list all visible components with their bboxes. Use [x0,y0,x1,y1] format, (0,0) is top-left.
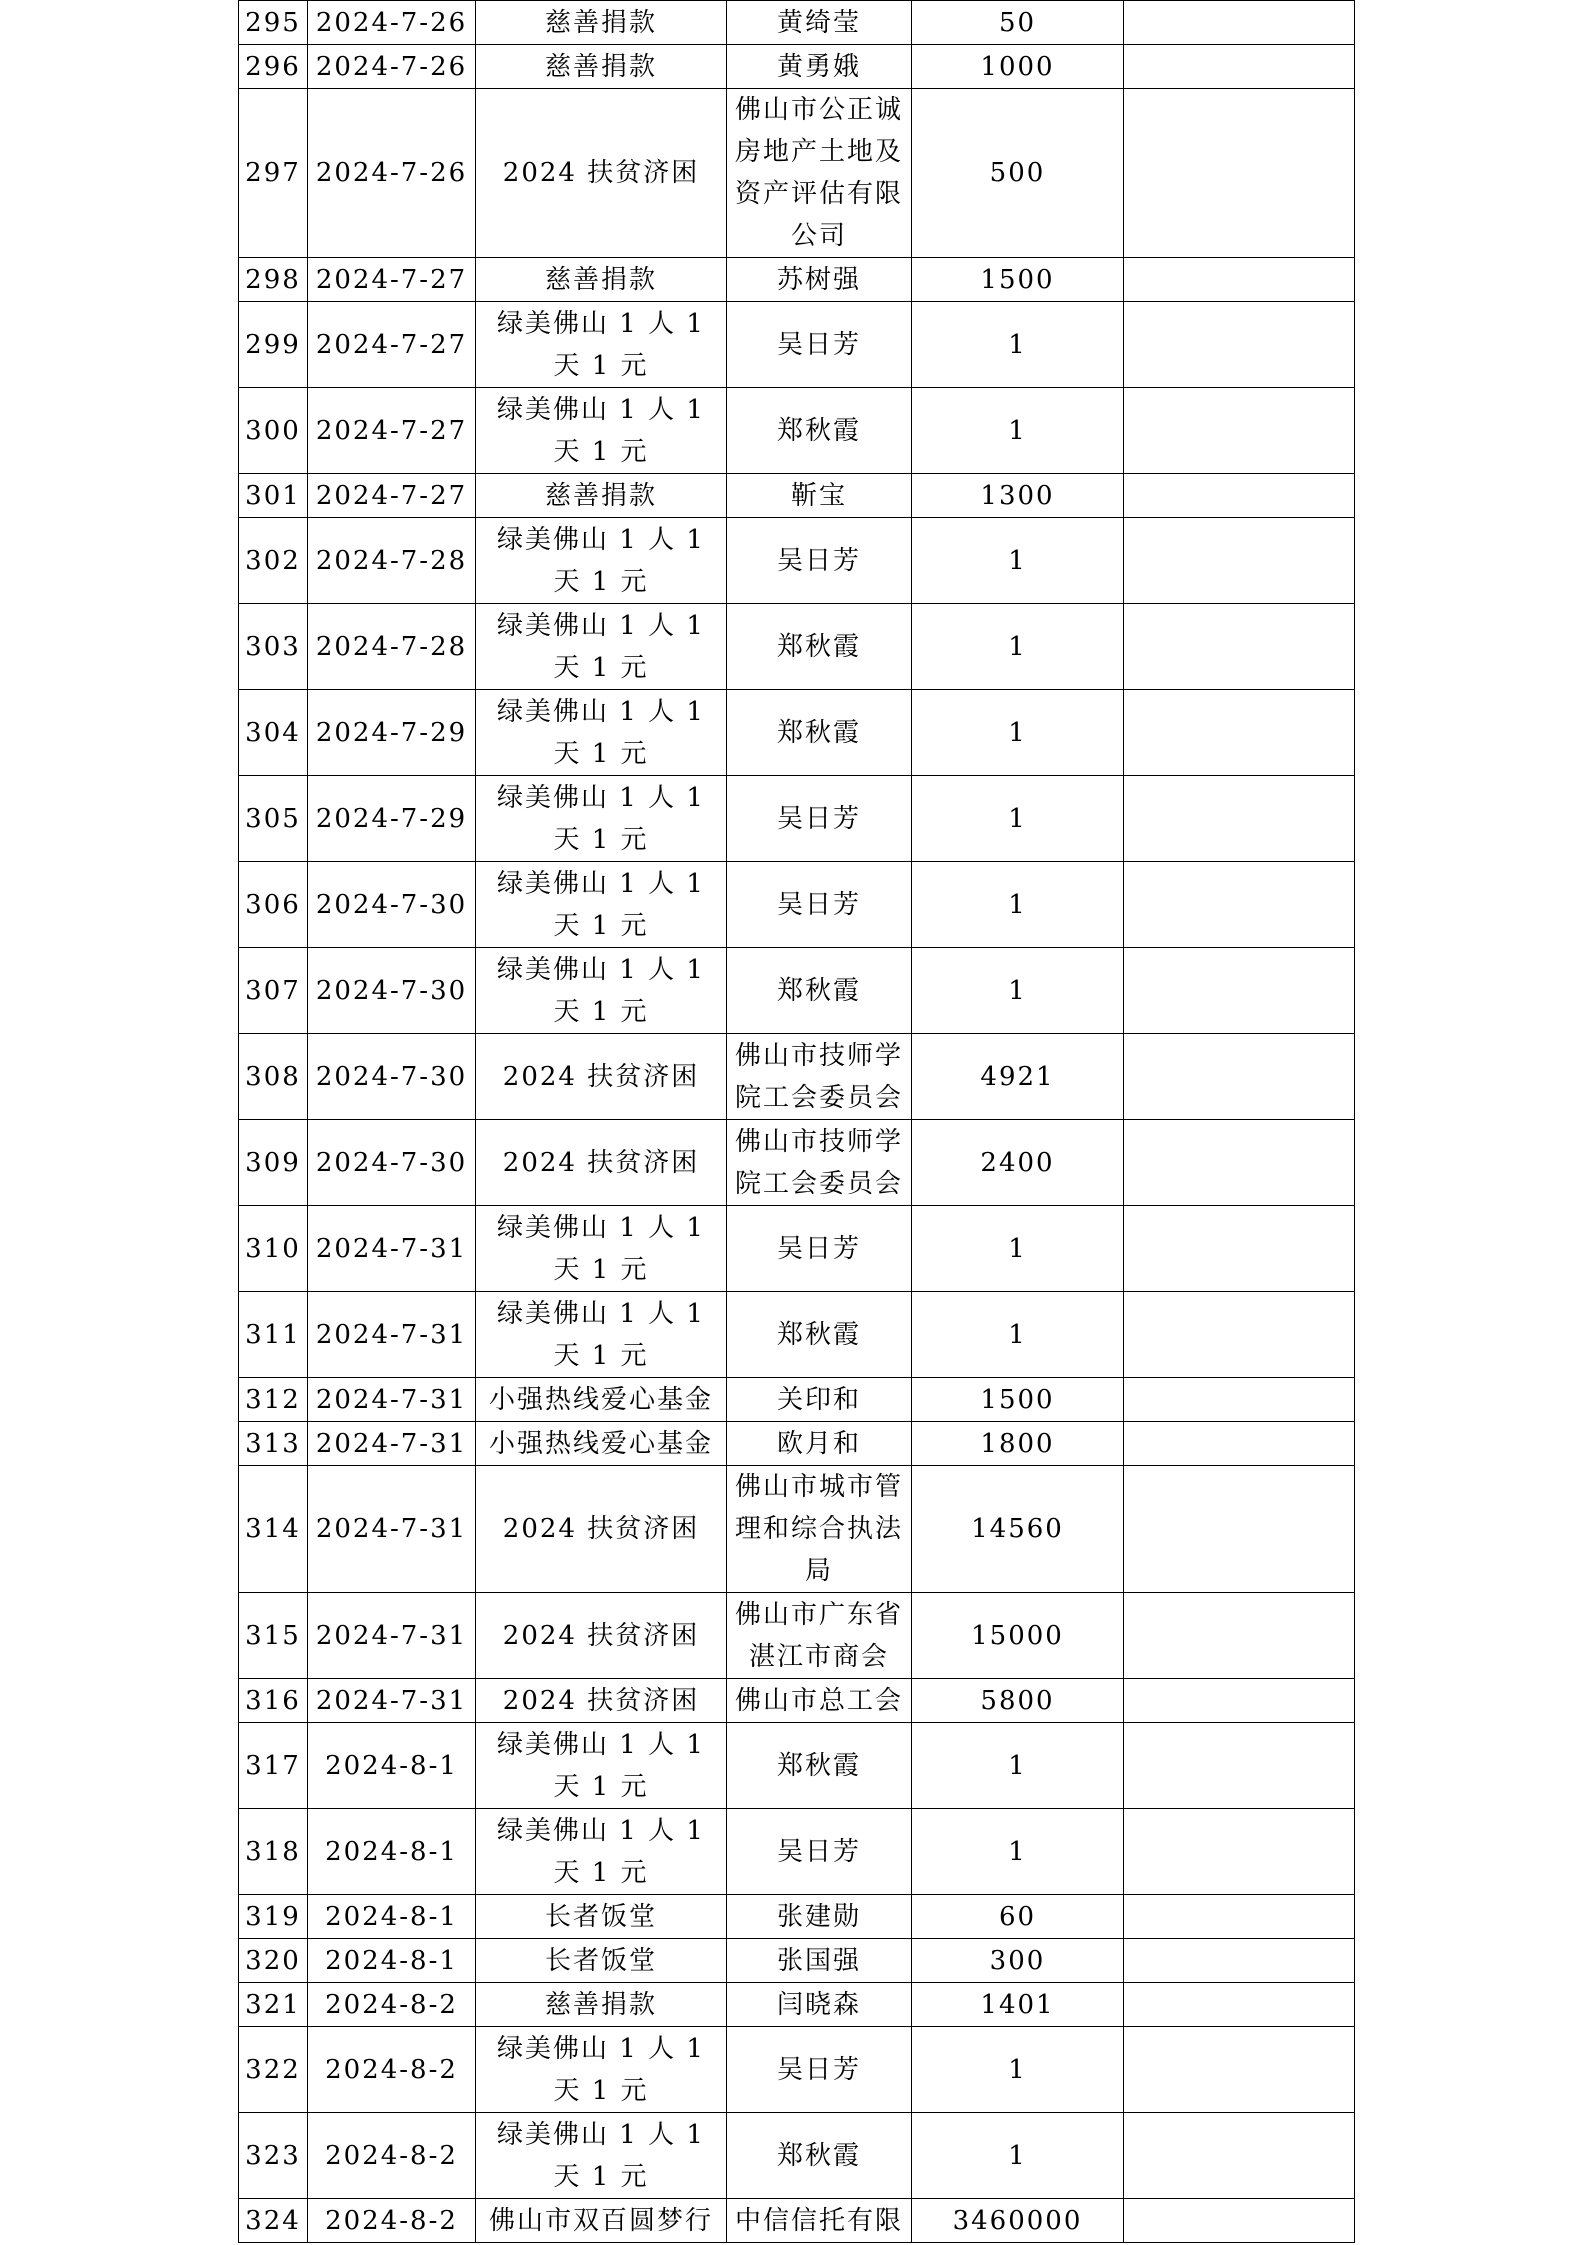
remark-cell [1124,1983,1355,2027]
donor-cell: 吴日芳 [727,1809,912,1895]
row-number-cell: 298 [239,258,308,302]
donor-cell: 佛山市广东省湛江市商会 [727,1593,912,1679]
table-row [239,1895,1355,1939]
row-number-cell: 317 [239,1723,308,1809]
remark-cell [1124,604,1355,690]
remark-cell [1124,518,1355,604]
date-cell: 2024-7-31 [308,1466,476,1593]
project-cell: 小强热线爱心基金 [476,1422,727,1466]
table-row [239,1422,1355,1466]
date-cell: 2024-7-26 [308,45,476,89]
date-cell: 2024-7-30 [308,862,476,948]
row-number-cell: 315 [239,1593,308,1679]
amount-cell: 1500 [912,1378,1124,1422]
amount-cell: 2400 [912,1120,1124,1206]
project-cell: 慈善捐款 [476,45,727,89]
remark-cell [1124,1895,1355,1939]
amount-cell: 1 [912,1809,1124,1895]
row-number-cell: 303 [239,604,308,690]
amount-cell: 300 [912,1939,1124,1983]
table-row [239,862,1355,948]
amount-cell: 1 [912,1292,1124,1378]
donor-cell: 吴日芳 [727,2027,912,2113]
donor-cell: 靳宝 [727,474,912,518]
row-number-cell: 307 [239,948,308,1034]
table-row [239,690,1355,776]
project-cell: 绿美佛山 1 人 1 天 1 元 [476,302,727,388]
row-number-cell: 299 [239,302,308,388]
date-cell: 2024-7-27 [308,258,476,302]
remark-cell [1124,1292,1355,1378]
amount-cell: 1 [912,690,1124,776]
remark-cell [1124,2113,1355,2199]
table-row [239,2199,1355,2243]
remark-cell [1124,1206,1355,1292]
table-row [239,1292,1355,1378]
project-cell: 绿美佛山 1 人 1 天 1 元 [476,2027,727,2113]
amount-cell: 1300 [912,474,1124,518]
project-cell: 绿美佛山 1 人 1 天 1 元 [476,1809,727,1895]
amount-cell: 1 [912,2027,1124,2113]
row-number-cell: 323 [239,2113,308,2199]
remark-cell [1124,302,1355,388]
remark-cell [1124,1120,1355,1206]
date-cell: 2024-7-26 [308,1,476,45]
remark-cell [1124,862,1355,948]
date-cell: 2024-7-31 [308,1378,476,1422]
date-cell: 2024-7-27 [308,474,476,518]
table-row [239,948,1355,1034]
amount-cell: 1000 [912,45,1124,89]
donor-cell: 黄勇娥 [727,45,912,89]
remark-cell [1124,388,1355,474]
remark-cell [1124,1723,1355,1809]
date-cell: 2024-8-2 [308,1983,476,2027]
amount-cell: 1 [912,776,1124,862]
table-row [239,2027,1355,2113]
table-row [239,89,1355,258]
remark-cell [1124,474,1355,518]
row-number-cell: 320 [239,1939,308,1983]
project-cell: 绿美佛山 1 人 1 天 1 元 [476,1292,727,1378]
row-number-cell: 297 [239,89,308,258]
row-number-cell: 312 [239,1378,308,1422]
row-number-cell: 314 [239,1466,308,1593]
table-row [239,1,1355,45]
project-cell: 2024 扶贫济困 [476,89,727,258]
date-cell: 2024-7-31 [308,1593,476,1679]
project-cell: 2024 扶贫济困 [476,1593,727,1679]
donor-cell: 吴日芳 [727,518,912,604]
donor-cell: 郑秋霞 [727,2113,912,2199]
remark-cell [1124,2027,1355,2113]
donor-cell: 苏树强 [727,258,912,302]
remark-cell [1124,1593,1355,1679]
remark-cell [1124,89,1355,258]
amount-cell: 1 [912,948,1124,1034]
remark-cell [1124,2199,1355,2243]
remark-cell [1124,948,1355,1034]
remark-cell [1124,1422,1355,1466]
project-cell: 长者饭堂 [476,1939,727,1983]
project-cell: 绿美佛山 1 人 1 天 1 元 [476,1206,727,1292]
remark-cell [1124,1034,1355,1120]
project-cell: 慈善捐款 [476,474,727,518]
amount-cell: 3460000 [912,2199,1124,2243]
donor-cell: 欧月和 [727,1422,912,1466]
amount-cell: 50 [912,1,1124,45]
table-row [239,388,1355,474]
donor-cell: 吴日芳 [727,862,912,948]
date-cell: 2024-8-1 [308,1723,476,1809]
table-row [239,258,1355,302]
date-cell: 2024-7-31 [308,1292,476,1378]
table-row [239,1679,1355,1723]
table-row [239,1723,1355,1809]
table-row [239,776,1355,862]
amount-cell: 1 [912,1723,1124,1809]
date-cell: 2024-7-27 [308,302,476,388]
table-row [239,518,1355,604]
remark-cell [1124,1,1355,45]
project-cell: 2024 扶贫济困 [476,1034,727,1120]
table-row [239,1378,1355,1422]
donor-cell: 郑秋霞 [727,604,912,690]
row-number-cell: 306 [239,862,308,948]
donor-cell: 张国强 [727,1939,912,1983]
row-number-cell: 318 [239,1809,308,1895]
date-cell: 2024-7-31 [308,1679,476,1723]
donor-cell: 佛山市技师学院工会委员会 [727,1034,912,1120]
row-number-cell: 308 [239,1034,308,1120]
date-cell: 2024-7-28 [308,604,476,690]
project-cell: 绿美佛山 1 人 1 天 1 元 [476,690,727,776]
donor-cell: 张建勋 [727,1895,912,1939]
remark-cell [1124,690,1355,776]
amount-cell: 1 [912,2113,1124,2199]
date-cell: 2024-8-2 [308,2199,476,2243]
table-row [239,1034,1355,1120]
donor-cell: 郑秋霞 [727,1292,912,1378]
table-row [239,1120,1355,1206]
row-number-cell: 313 [239,1422,308,1466]
project-cell: 绿美佛山 1 人 1 天 1 元 [476,862,727,948]
row-number-cell: 321 [239,1983,308,2027]
date-cell: 2024-7-27 [308,388,476,474]
donor-cell: 闫晓森 [727,1983,912,2027]
row-number-cell: 301 [239,474,308,518]
date-cell: 2024-8-1 [308,1939,476,1983]
amount-cell: 1 [912,862,1124,948]
row-number-cell: 304 [239,690,308,776]
amount-cell: 14560 [912,1466,1124,1593]
date-cell: 2024-7-30 [308,1120,476,1206]
row-number-cell: 305 [239,776,308,862]
project-cell: 慈善捐款 [476,1983,727,2027]
donor-cell: 中信信托有限 [727,2199,912,2243]
date-cell: 2024-7-29 [308,776,476,862]
project-cell: 2024 扶贫济困 [476,1466,727,1593]
remark-cell [1124,1679,1355,1723]
row-number-cell: 316 [239,1679,308,1723]
date-cell: 2024-8-1 [308,1895,476,1939]
project-cell: 长者饭堂 [476,1895,727,1939]
donor-cell: 佛山市总工会 [727,1679,912,1723]
donation-table-body [239,1,1355,2243]
row-number-cell: 311 [239,1292,308,1378]
project-cell: 绿美佛山 1 人 1 天 1 元 [476,604,727,690]
row-number-cell: 319 [239,1895,308,1939]
project-cell: 佛山市双百圆梦行 [476,2199,727,2243]
amount-cell: 1 [912,1206,1124,1292]
donor-cell: 关印和 [727,1378,912,1422]
amount-cell: 1 [912,604,1124,690]
donor-cell: 佛山市公正诚房地产土地及资产评估有限公司 [727,89,912,258]
amount-cell: 5800 [912,1679,1124,1723]
row-number-cell: 322 [239,2027,308,2113]
table-row [239,302,1355,388]
date-cell: 2024-7-31 [308,1206,476,1292]
remark-cell [1124,258,1355,302]
project-cell: 绿美佛山 1 人 1 天 1 元 [476,776,727,862]
date-cell: 2024-7-31 [308,1422,476,1466]
amount-cell: 500 [912,89,1124,258]
remark-cell [1124,1378,1355,1422]
row-number-cell: 309 [239,1120,308,1206]
table-row [239,1206,1355,1292]
row-number-cell: 302 [239,518,308,604]
remark-cell [1124,1466,1355,1593]
date-cell: 2024-8-1 [308,1809,476,1895]
date-cell: 2024-7-29 [308,690,476,776]
project-cell: 绿美佛山 1 人 1 天 1 元 [476,388,727,474]
table-row [239,45,1355,89]
amount-cell: 1401 [912,1983,1124,2027]
donor-cell: 郑秋霞 [727,690,912,776]
table-row [239,1809,1355,1895]
project-cell: 绿美佛山 1 人 1 天 1 元 [476,1723,727,1809]
project-cell: 绿美佛山 1 人 1 天 1 元 [476,518,727,604]
donor-cell: 郑秋霞 [727,948,912,1034]
donor-cell: 黄绮莹 [727,1,912,45]
donor-cell: 吴日芳 [727,302,912,388]
row-number-cell: 295 [239,1,308,45]
project-cell: 2024 扶贫济困 [476,1679,727,1723]
donor-cell: 佛山市技师学院工会委员会 [727,1120,912,1206]
date-cell: 2024-7-26 [308,89,476,258]
date-cell: 2024-7-30 [308,948,476,1034]
project-cell: 慈善捐款 [476,1,727,45]
amount-cell: 4921 [912,1034,1124,1120]
project-cell: 绿美佛山 1 人 1 天 1 元 [476,948,727,1034]
table-row [239,604,1355,690]
amount-cell: 1 [912,388,1124,474]
table-row [239,1939,1355,1983]
amount-cell: 1 [912,518,1124,604]
date-cell: 2024-7-30 [308,1034,476,1120]
table-row [239,1983,1355,2027]
table-row [239,1593,1355,1679]
project-cell: 2024 扶贫济困 [476,1120,727,1206]
table-row [239,2113,1355,2199]
amount-cell: 15000 [912,1593,1124,1679]
row-number-cell: 296 [239,45,308,89]
project-cell: 慈善捐款 [476,258,727,302]
row-number-cell: 300 [239,388,308,474]
project-cell: 小强热线爱心基金 [476,1378,727,1422]
project-cell: 绿美佛山 1 人 1 天 1 元 [476,2113,727,2199]
row-number-cell: 310 [239,1206,308,1292]
date-cell: 2024-7-28 [308,518,476,604]
row-number-cell: 324 [239,2199,308,2243]
table-row [239,474,1355,518]
donor-cell: 佛山市城市管理和综合执法局 [727,1466,912,1593]
remark-cell [1124,45,1355,89]
amount-cell: 60 [912,1895,1124,1939]
date-cell: 2024-8-2 [308,2113,476,2199]
donor-cell: 郑秋霞 [727,1723,912,1809]
amount-cell: 1500 [912,258,1124,302]
remark-cell [1124,776,1355,862]
table-row [239,1466,1355,1593]
amount-cell: 1800 [912,1422,1124,1466]
donor-cell: 郑秋霞 [727,388,912,474]
remark-cell [1124,1809,1355,1895]
donation-table [238,0,1355,2243]
remark-cell [1124,1939,1355,1983]
amount-cell: 1 [912,302,1124,388]
date-cell: 2024-8-2 [308,2027,476,2113]
donor-cell: 吴日芳 [727,1206,912,1292]
donor-cell: 吴日芳 [727,776,912,862]
